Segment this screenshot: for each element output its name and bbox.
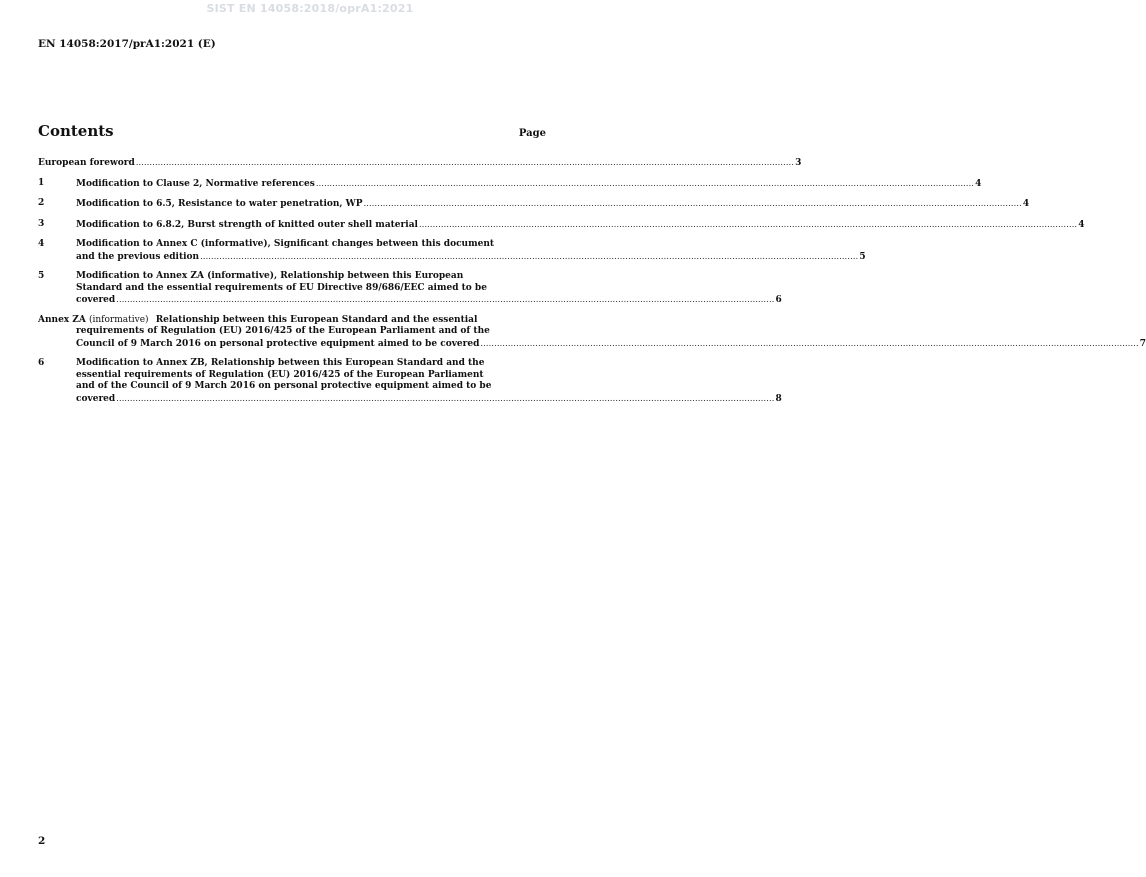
toc-leader-dots [316,178,974,190]
watermark: SIST EN 14058:2018/oprA1:2021 [206,2,414,15]
toc-entry-annex-za[interactable] [38,314,1146,351]
toc-entry-title-line: covered [76,295,116,305]
toc-entry-number: 4 [38,239,45,249]
toc-entry-3[interactable] [38,218,1085,232]
toc-leader-dots [116,393,774,405]
toc-entry-number: 3 [38,218,45,229]
toc-entry-title-line: covered [76,393,116,404]
toc-entry-number: 1 [38,177,45,188]
toc-entry-title: Modification to 6.5, Resistance to water penetration, WP [76,199,363,209]
toc-entry-4[interactable] [38,239,866,263]
toc-page-label: Page [518,128,546,139]
toc-leader-dots [116,294,774,306]
toc-entry-title-line: Relationship between this European Standard and the essential [155,314,478,325]
table-of-contents [38,157,1146,413]
toc-entry-title-line: Modification to Annex C (informative), Significant changes between this document [76,239,495,249]
toc-title: Contents [38,122,114,140]
toc-entry-title-line: Modification to Annex ZA (informative), Relationship between this European [76,271,464,281]
toc-entry-1[interactable] [38,177,982,191]
toc-entry-title-line: Modification to Annex ZB, Relationship between this European Standard and the [76,358,485,368]
toc-entry-page: 6 [775,295,782,305]
toc-entry-2[interactable] [38,198,1030,211]
toc-entry-title-line: requirements of Regulation (EU) 2016/425 of the European Parliament and of the [76,326,490,336]
toc-entry-title-line: and the previous edition [76,251,200,262]
toc-entry-title-line: Standard and the essential requirements of EU Directive 89/686/EEC aimed to be [76,282,487,293]
toc-entry-number: 5 [38,271,45,281]
toc-entry-title: Modification to 6.8.2, Burst strength of knitted outer shell material [76,219,418,230]
toc-entry-page: 4 [1078,219,1085,230]
toc-entry-page: 4 [1022,199,1030,209]
toc-entry-title-line: essential requirements of Regulation (EU) 2016/425 of the European Parliament [76,369,484,380]
toc-entry-number: 2 [38,198,45,208]
toc-leader-dots [200,251,858,263]
toc-entry-6[interactable] [38,358,782,405]
toc-entry-5[interactable] [38,271,782,307]
toc-heading [38,122,546,140]
toc-leader-dots [480,338,1138,350]
toc-leader-dots [136,157,794,169]
toc-entry-page: 5 [859,251,866,262]
toc-entry-page: 4 [975,178,982,189]
toc-leader-dots [419,219,1077,231]
annex-informative-label: (informative) [89,314,149,325]
toc-entry-title-line: Council of 9 March 2016 on personal protective equipment aimed to be covered [76,338,480,349]
document-id: EN 14058:2017/prA1:2021 (E) [38,38,216,50]
page-number: 2 [38,835,46,847]
toc-entry-page: 7 [1139,338,1146,349]
toc-entry-page: 8 [775,393,782,404]
toc-entry-number: 6 [38,358,45,368]
toc-entry-foreword[interactable] [38,157,802,170]
annex-label: Annex ZA [38,314,86,325]
toc-entry-title: Modification to Clause 2, Normative references [76,178,315,189]
toc-leader-dots [364,198,1022,210]
toc-entry-page: 3 [795,158,802,168]
toc-entry-title-line: and of the Council of 9 March 2016 on personal protective equipment aimed to be [76,381,492,391]
toc-entry-title: European foreword [38,158,135,168]
